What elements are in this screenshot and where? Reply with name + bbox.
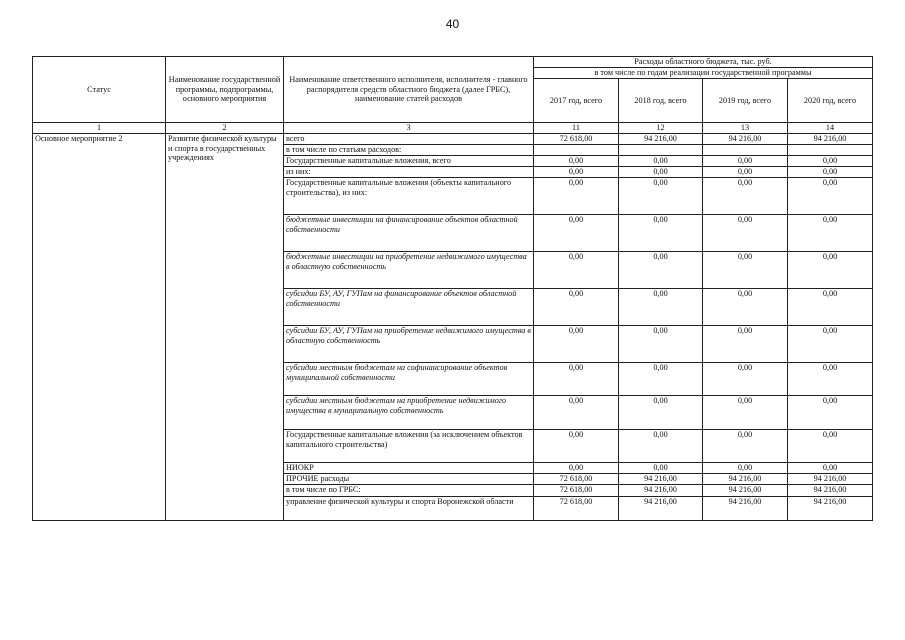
row-label: Государственные капитальные вложения (за исключением объектов капитального строительства)	[284, 430, 534, 463]
header-program-name: Наименование государственной программы, подпрограммы, основного мероприятия	[166, 57, 284, 123]
value-cell: 0,00	[534, 396, 619, 430]
row-label: субсидии БУ, АУ, ГУПам на финансирование объектов областной собственности	[284, 289, 534, 326]
value-cell: 0,00	[788, 252, 873, 289]
value-cell: 72 618,00	[534, 497, 619, 521]
header-executor: Наименование ответственного исполнителя, исполнителя - главного распорядителя средств областного бюджета (далее ГРБС), наименование статей расходов	[284, 57, 534, 123]
row-label: из них:	[284, 167, 534, 178]
value-cell: 0,00	[534, 178, 619, 215]
value-cell: 94 216,00	[703, 134, 788, 145]
value-cell: 94 216,00	[619, 134, 703, 145]
status-cell: Основное мероприятие 2	[33, 134, 166, 521]
column-numbers-row	[33, 123, 873, 134]
value-cell: 72 618,00	[534, 474, 619, 485]
row-label: субсидии местным бюджетам на приобретение недвижимого имущества в муниципальную собственность	[284, 396, 534, 430]
value-cell: 0,00	[534, 289, 619, 326]
value-cell: 0,00	[619, 178, 703, 215]
program-cell: Развитие физической культуры и спорта в государственных учреждениях	[166, 134, 284, 521]
value-cell: 72 618,00	[534, 485, 619, 497]
value-cell	[619, 145, 703, 156]
value-cell: 72 618,00	[534, 134, 619, 145]
value-cell: 0,00	[619, 363, 703, 396]
column-number: 2	[166, 123, 284, 134]
column-number: 13	[703, 123, 788, 134]
value-cell: 0,00	[534, 156, 619, 167]
value-cell: 0,00	[703, 396, 788, 430]
header-year-2017: 2017 год, всего	[534, 79, 619, 123]
value-cell: 0,00	[703, 363, 788, 396]
row-label: Государственные капитальные вложения (объекты капитального строительства), из них:	[284, 178, 534, 215]
value-cell	[534, 145, 619, 156]
value-cell: 0,00	[703, 156, 788, 167]
value-cell: 94 216,00	[619, 485, 703, 497]
row-label: всего	[284, 134, 534, 145]
header-year-2018: 2018 год, всего	[619, 79, 703, 123]
value-cell: 0,00	[788, 326, 873, 363]
table-row	[33, 134, 873, 145]
value-cell	[703, 145, 788, 156]
value-cell: 0,00	[788, 167, 873, 178]
value-cell: 0,00	[788, 430, 873, 463]
row-label: в том числе по статьям расходов:	[284, 145, 534, 156]
header-by-years: в том числе по годам реализации государственной программы	[534, 68, 873, 79]
column-number: 12	[619, 123, 703, 134]
row-label: в том числе по ГРБС:	[284, 485, 534, 497]
value-cell: 0,00	[534, 363, 619, 396]
value-cell: 0,00	[703, 326, 788, 363]
value-cell: 0,00	[703, 215, 788, 252]
value-cell: 0,00	[788, 178, 873, 215]
value-cell: 94 216,00	[788, 497, 873, 521]
value-cell: 0,00	[534, 252, 619, 289]
value-cell: 0,00	[703, 430, 788, 463]
value-cell: 94 216,00	[619, 497, 703, 521]
value-cell: 0,00	[619, 289, 703, 326]
column-number: 11	[534, 123, 619, 134]
header-year-2019: 2019 год, всего	[703, 79, 788, 123]
row-label: бюджетные инвестиции на приобретение недвижимого имущества в областную собственность	[284, 252, 534, 289]
value-cell: 0,00	[703, 463, 788, 474]
value-cell: 0,00	[703, 167, 788, 178]
column-number: 3	[284, 123, 534, 134]
value-cell: 0,00	[619, 252, 703, 289]
value-cell: 0,00	[619, 326, 703, 363]
header-year-2020: 2020 год, всего	[788, 79, 873, 123]
budget-table	[32, 56, 873, 521]
row-label: субсидии БУ, АУ, ГУПам на приобретение недвижимого имущества в областную собственность	[284, 326, 534, 363]
value-cell: 0,00	[788, 463, 873, 474]
value-cell: 94 216,00	[703, 474, 788, 485]
value-cell: 94 216,00	[703, 497, 788, 521]
page-number: 40	[445, 17, 460, 31]
value-cell: 0,00	[788, 396, 873, 430]
value-cell: 94 216,00	[788, 474, 873, 485]
column-number: 1	[33, 123, 166, 134]
value-cell: 0,00	[788, 156, 873, 167]
value-cell: 94 216,00	[703, 485, 788, 497]
value-cell: 0,00	[619, 463, 703, 474]
value-cell: 0,00	[534, 326, 619, 363]
value-cell: 94 216,00	[619, 474, 703, 485]
value-cell: 0,00	[534, 430, 619, 463]
value-cell: 0,00	[534, 215, 619, 252]
value-cell: 0,00	[703, 252, 788, 289]
row-label: субсидии местным бюджетам на софинансирование объектов муниципальной собственности	[284, 363, 534, 396]
value-cell: 0,00	[619, 215, 703, 252]
value-cell: 0,00	[534, 167, 619, 178]
value-cell: 94 216,00	[788, 134, 873, 145]
value-cell: 0,00	[703, 289, 788, 326]
value-cell: 0,00	[788, 363, 873, 396]
value-cell: 0,00	[619, 396, 703, 430]
row-label: НИОКР	[284, 463, 534, 474]
value-cell: 0,00	[534, 463, 619, 474]
row-label: ПРОЧИЕ расходы	[284, 474, 534, 485]
column-number: 14	[788, 123, 873, 134]
row-label: бюджетные инвестиции на финансирование объектов областной собственности	[284, 215, 534, 252]
row-label: управление физической культуры и спорта Воронежской области	[284, 497, 534, 521]
value-cell: 0,00	[619, 167, 703, 178]
value-cell: 0,00	[619, 430, 703, 463]
row-label: Государственные капитальные вложения, всего	[284, 156, 534, 167]
value-cell: 0,00	[703, 178, 788, 215]
value-cell: 0,00	[788, 289, 873, 326]
header-status: Статус	[33, 57, 166, 123]
value-cell	[788, 145, 873, 156]
value-cell: 0,00	[619, 156, 703, 167]
value-cell: 94 216,00	[788, 485, 873, 497]
header-expenses: Расходы областного бюджета, тыс. руб.	[534, 57, 873, 68]
value-cell: 0,00	[788, 215, 873, 252]
